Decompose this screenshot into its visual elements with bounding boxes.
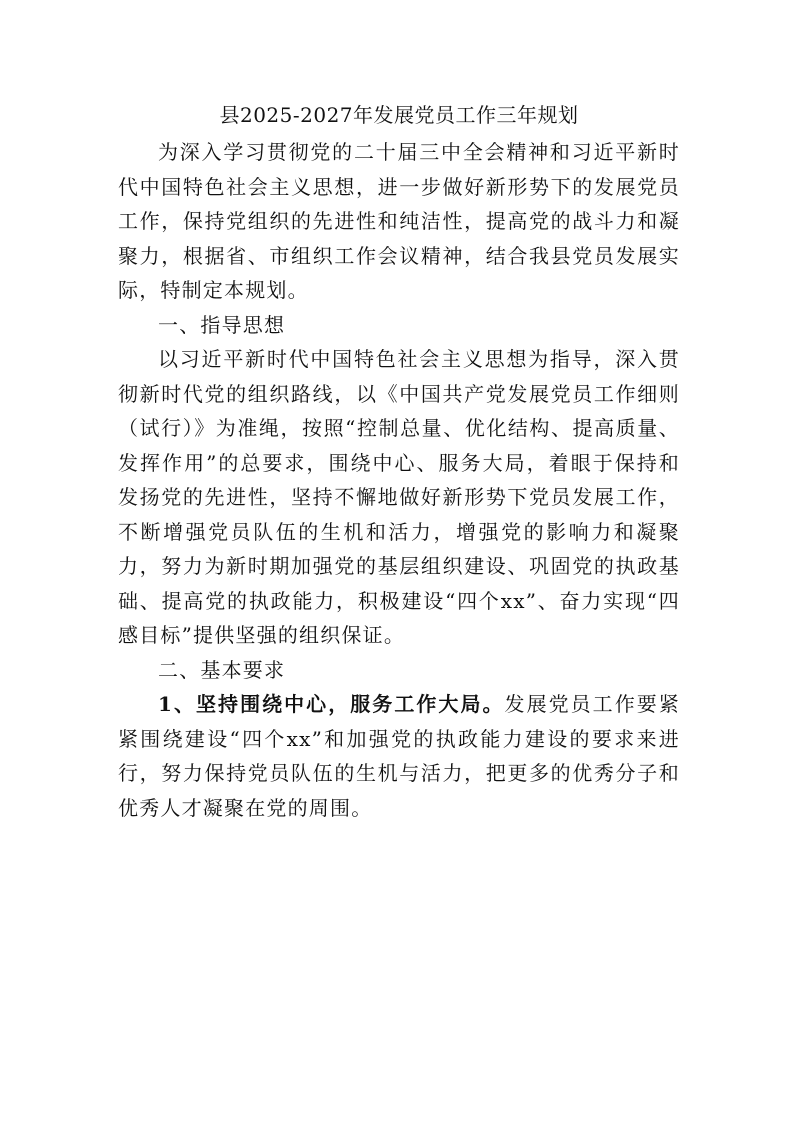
guiding-ideology-paragraph: 以习近平新时代中国特色社会主义思想为指导，深入贯彻新时代党的组织路线，以《中国共产党发展党员工作细则（试行）》为准绳，按照“控制总量、优化结构、提高质量、发挥作用”的总要求，围绕中心、服务大局，着眼于保持和发扬党的先进性，坚持不懈地做好新形势下党员发展工作，不断增强党员队伍的生机和活力，增强党的影响力和凝聚力，努力为新时期加强党的基层组织建设、巩固党的执政基础、提高党的执政能力，积极建设“四个xx”、奋力实现“四感目标”提供坚强的组织保证。 xyxy=(118,347,680,647)
requirement-item-1 xyxy=(118,687,680,825)
intro-paragraph: 为深入学习贯彻党的二十届三中全会精神和习近平新时代中国特色社会主义思想，进一步做好新形势下的发展党员工作，保持党组织的先进性和纯洁性，提高党的战斗力和凝聚力，根据省、市组织工作会议精神，结合我县党员发展实际，特制定本规划。 xyxy=(118,140,680,302)
document-content xyxy=(118,95,680,825)
section-heading-basic-requirements: 二、基本要求 xyxy=(158,657,286,682)
requirement-item-1-lead: 1、坚持围绕中心，服务工作大局。 xyxy=(158,692,505,716)
section-heading-guiding-ideology: 一、指导思想 xyxy=(158,312,286,337)
document-title: 县2025-2027年发展党员工作三年规划 xyxy=(219,103,579,127)
requirement-item-1-body: 发展党员工作要紧紧围绕建设“四个xx”和加强党的执政能力建设的要求来进行，努力保持党员队伍的生机与活力，把更多的优秀分子和优秀人才凝聚在党的周围。 xyxy=(118,692,680,820)
